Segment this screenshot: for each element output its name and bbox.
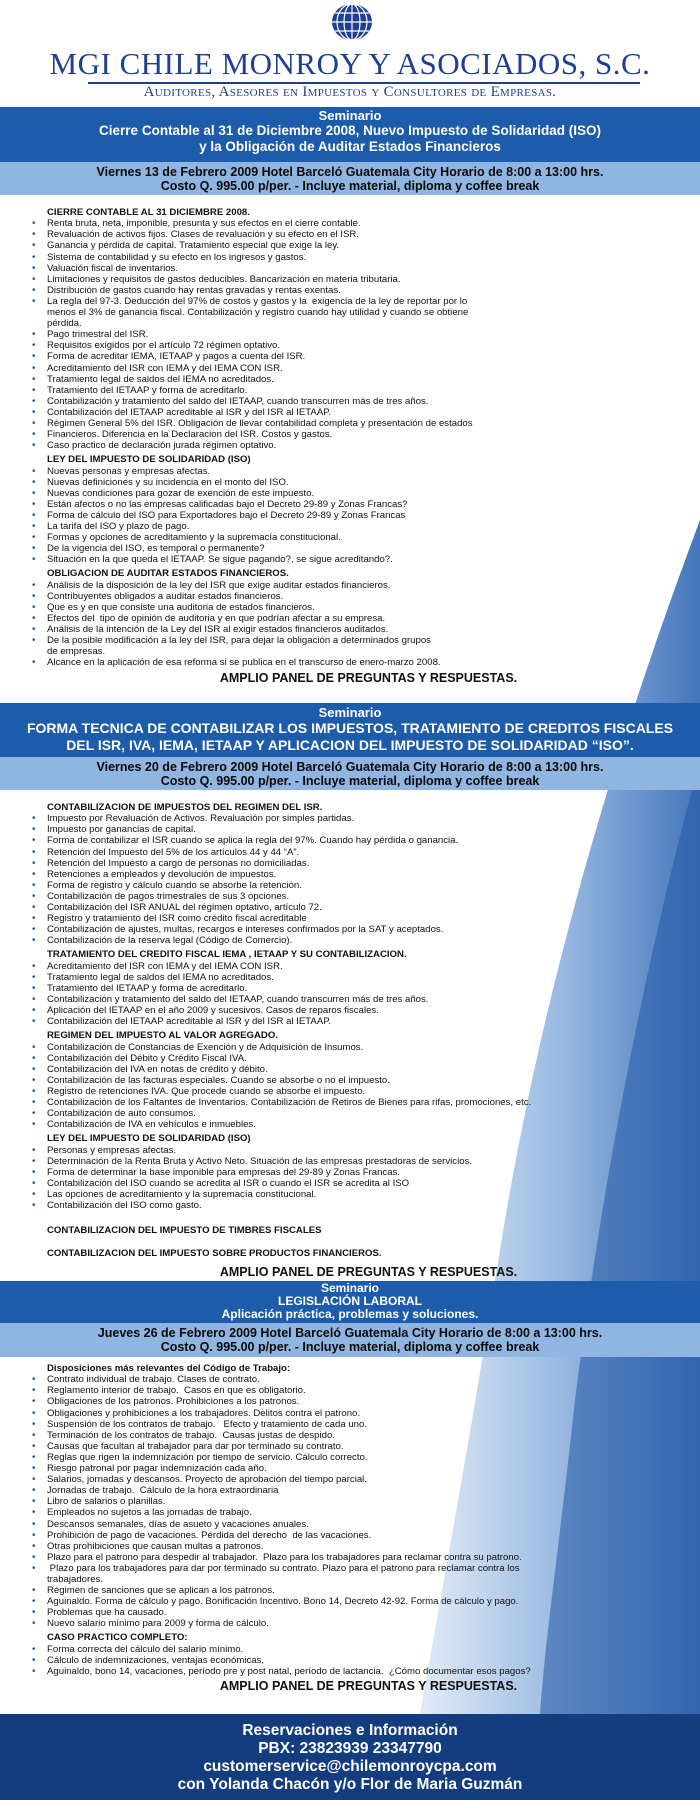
firm-tagline: Auditores, Asesores en Impuestos y Consultores de Empresas. xyxy=(143,84,557,100)
list-item: • Terminación de los contratos de trabajo. Causas justas de despido. xyxy=(47,1430,690,1441)
seminar2-panel-note: AMPLIO PANEL DE PREGUNTAS Y RESPUESTAS. xyxy=(219,1264,518,1279)
list-item: • Contabilización de IVA en vehículos e inmuebles. xyxy=(47,1119,690,1130)
list-item: • Distribución de gastos cuando hay rentas gravadas y rentas exentas. xyxy=(47,285,690,296)
list-item: • Impuesto por ganancias de capital. xyxy=(47,824,690,835)
seminar1-title-band xyxy=(0,107,700,162)
list-item: • Forma de contabilizar el ISR cuando se aplica la regla del 97%. Cuando hay pérdida o ganancia. xyxy=(47,835,690,846)
list-item: • Impuesto por Revaluación de Activos. Revaluación por simples partidas. xyxy=(47,813,690,824)
letterhead xyxy=(0,0,700,107)
list-item: • Aguinaldo, bono 14, vacaciones, período pre y post natal, período de lactancia. ¿Cómo documentar esos pagos? xyxy=(47,1666,690,1677)
list-item: • Requisitos exigidos por el artículo 72 régimen optativo. xyxy=(47,340,690,351)
list-item: • Contabilización del Débito y Crédito Fiscal IVA. xyxy=(47,1053,690,1064)
seminar3-schedule-band xyxy=(0,1323,700,1357)
section-heading: CASO PRACTICO COMPLETO: xyxy=(47,1632,188,1644)
contact-footer xyxy=(0,1714,700,1800)
section-heading: Disposiciones más relevantes del Código de Trabajo: xyxy=(47,1363,291,1374)
seminar1-cost: Costo Q. 995.00 p/per. - Incluye material, diploma y coffee break xyxy=(160,179,540,193)
section-heading: CIERRE CONTABLE AL 31 DICIEMBRE 2008. xyxy=(47,207,250,218)
list-item: • Están afectos o no las empresas calificadas bajo el Decreto 29-89 y Zonas Francas? xyxy=(47,499,690,510)
list-item: • Tratamiento legal de saldos del IEMA no acreditados. xyxy=(47,972,690,983)
seminar3-title-line1: LEGISLACIÓN LABORAL xyxy=(278,1294,422,1308)
seminar1-title-line2: y la Obligación de Auditar Estados Financieros xyxy=(199,139,501,154)
list-item: • Descansos semanales, días de asueto y vacaciones anuales. xyxy=(47,1519,690,1530)
list-item: • Salarios, jornadas y descansos. Proyecto de aprobación del tiempo parcial. xyxy=(47,1474,690,1485)
list-item: • Valuación fiscal de inventarios. xyxy=(47,263,690,274)
bullet-list xyxy=(47,1042,690,1131)
list-item: • Contribuyentes obligados a auditar estados financieros. xyxy=(47,591,690,602)
seminar3-title-band xyxy=(0,1281,700,1323)
list-item: • Contabilización de pagos trimestrales de sus 3 opciones. xyxy=(47,891,690,902)
list-item: • Contabilización del IETAAP acreditable al ISR y del ISR al IETAAP. xyxy=(47,407,690,418)
list-item: • Registro y tratamiento del ISR como crédito fiscal acreditable xyxy=(47,913,690,924)
list-item: • Régimen General 5% del ISR. Obligación de llevar contabilidad completa y presentación de estados xyxy=(47,418,690,429)
list-item: • Limitaciones y requisitos de gastos deducibles. Bancarización en materia tributaria. xyxy=(47,274,690,285)
list-item: • Revaluación de activos fijos. Clases de revaluación y su efecto en el ISR. xyxy=(47,229,690,240)
seminar2-timbres-heading: CONTABILIZACION DEL IMPUESTO DE TIMBRES FISCALES xyxy=(47,1225,322,1237)
list-item: • Reglas que rigen la indemnización por tiempo de servicio. Cálculo correcto. xyxy=(47,1452,690,1463)
footer-phone: PBX: 23823939 23347790 xyxy=(258,1740,442,1757)
bullet-list xyxy=(47,466,690,566)
list-item: • Nuevas personas y empresas afectas. xyxy=(47,466,690,477)
section-heading: LEY DEL IMPUESTO DE SOLIDARIDAD (ISO) xyxy=(47,1133,251,1145)
section-heading: REGIMEN DEL IMPUESTO AL VALOR AGREGADO. xyxy=(47,1030,278,1042)
list-item: • Que es y en que consiste una auditoria de estados financieros. xyxy=(47,602,690,613)
list-item: • Retenciones a empleados y devolución de impuestos. xyxy=(47,869,690,880)
seminar2-title-line1: FORMA TECNICA DE CONTABILIZAR LOS IMPUESTOS, TRATAMIENTO DE CREDITOS FISCALES xyxy=(26,720,674,736)
seminar3-cost: Costo Q. 995.00 p/per. - Incluye material, diploma y coffee break xyxy=(160,1340,540,1354)
list-item: • Personas y empresas afectas. xyxy=(47,1145,690,1156)
list-item: • Suspensión de los contratos de trabajo. Efecto y tratamiento de cada uno. xyxy=(47,1419,690,1430)
list-item: • Jornadas de trabajo. Cálculo de la hora extraordinaria xyxy=(47,1485,690,1496)
list-item: • Tratamiento del IETAAP y forma de acreditarlo. xyxy=(47,385,690,396)
list-item: • Nuevas condiciones para gozar de exención de este impuesto. xyxy=(47,488,690,499)
list-item: • Reglamento interior de trabajo. Casos en que es obligatorio. xyxy=(47,1385,690,1396)
footer-reservations: Reservaciones e Información xyxy=(242,1722,458,1739)
list-item: • Contabilización y tratamiento del saldo del IETAAP, cuando transcurren más de tres años. xyxy=(47,994,690,1005)
list-item: • Acreditamiento del ISR con IEMA y del IEMA CON ISR. xyxy=(47,961,690,972)
list-item: • La regla del 97-3. Deducción del 97% de costos y gastos y la exigencia de la ley de reportar por lo menos el 3% de ganancia fiscal. Contabilización y registro cuando hay utilidad y cuando se obtiene pérdida. xyxy=(47,296,690,329)
list-item: • Sistema de contabilidad y su efecto en los ingresos y gastos. xyxy=(47,252,690,263)
bullet-list xyxy=(47,813,690,946)
list-item: • Alcance en la aplicación de esa reforma si se publica en el transcurso de enero-marzo 2008. xyxy=(47,657,690,668)
list-item: • Causas que facultan al trabajador para dar por terminado su contrato. xyxy=(47,1441,690,1452)
list-item: • Libro de salarios o planillas. xyxy=(47,1496,690,1507)
seminar2-date: Viernes 20 de Febrero 2009 Hotel Barceló Guatemala City Horario de 8:00 a 13:00 hrs. xyxy=(96,760,604,774)
list-item: • Plazo para el patrono para despedir al trabajador. Plazo para los trabajadores para reclamar contra su patrono. xyxy=(47,1552,690,1563)
seminar2-schedule-band xyxy=(0,757,700,790)
seminar1-title-line1: Cierre Contable al 31 de Diciembre 2008, Nuevo Impuesto de Solidaridad (ISO) xyxy=(99,123,601,138)
seminar2-label: Seminario xyxy=(318,705,382,720)
globe-logo-icon xyxy=(330,2,374,42)
list-item: • Contabilización de auto consumos. xyxy=(47,1108,690,1119)
list-item: • Contabilización y tratamiento del saldo del IETAAP, cuando transcurren más de tres años. xyxy=(47,396,690,407)
seminar1-label: Seminario xyxy=(318,108,382,123)
seminar2-productos-heading: CONTABILIZACION DEL IMPUESTO SOBRE PRODUCTOS FINANCIEROS. xyxy=(47,1248,382,1260)
list-item: • Forma de acreditar IEMA, IETAAP y pagos a cuenta del ISR. xyxy=(47,351,690,362)
list-item: • Forma correcta del cálculo del salario mínimo. xyxy=(47,1644,690,1655)
list-item: • Otras prohibiciones que causan multas a patronos. xyxy=(47,1541,690,1552)
list-item: • Obligaciones de los patronos. Prohibiciones a los patronos. xyxy=(47,1396,690,1407)
list-item: • Riesgo patronal por pagar indemnización cada año. xyxy=(47,1463,690,1474)
seminar1-date: Viernes 13 de Febrero 2009 Hotel Barceló Guatemala City Horario de 8:00 a 13:00 hrs. xyxy=(96,165,604,179)
seminar1-schedule-band xyxy=(0,162,700,195)
list-item: • Aplicación del IETAAP en el año 2009 y sucesivos. Casos de reparos fiscales. xyxy=(47,1005,690,1016)
list-item: • Contabilización de ajustes, multas, recargos e intereses confirmados por la SAT y aceptados. xyxy=(47,924,690,935)
list-item: • Contabilización del ISO como gasto. xyxy=(47,1200,690,1211)
list-item: • Tratamiento del IETAAP y forma de acreditarlo. xyxy=(47,983,690,994)
bullet-list xyxy=(47,1145,690,1212)
list-item: • Aguinaldo. Forma de cálculo y pago. Bonificación Incentivo. Bono 14, Decreto 42-92. Forma de cálculo y pago. xyxy=(47,1596,690,1607)
footer-contacts: con Yolanda Chacón y/o Flor de Maria Guzmán xyxy=(177,1776,523,1793)
bullet-list xyxy=(47,218,690,451)
seminar2-title-line2: DEL ISR, IVA, IEMA, IETAAP Y APLICACION DEL IMPUESTO DE SOLIDARIDAD “ISO”. xyxy=(66,737,634,753)
list-item: • Registro de retenciones IVA. Que procede cuando se absorbe el impuesto. xyxy=(47,1086,690,1097)
footer-email[interactable]: customerservice@chilemonroycpa.com xyxy=(203,1758,497,1775)
list-item: • Contabilización de los Faltantes de Inventarios. Contabilización de Retiros de Bienes para rifas, promociones, etc. xyxy=(47,1097,690,1108)
list-item: • Empleados no sujetos a las jornadas de trabajo. xyxy=(47,1507,690,1518)
list-item: • Nuevas definiciones y su incidencia en el monto del ISO. xyxy=(47,477,690,488)
list-item: • Régimen de sanciones que se aplican a los patronos. xyxy=(47,1585,690,1596)
section-heading: TRATAMIENTO DEL CREDITO FISCAL IEMA , IETAAP Y SU CONTABILIZACION. xyxy=(47,949,407,961)
list-item: • Renta bruta, neta, imponible, presunta y sus efectos en el cierre contable. xyxy=(47,218,690,229)
section-heading: OBLIGACION DE AUDITAR ESTADOS FINANCIEROS. xyxy=(47,568,289,580)
list-item: • La tarifa del ISO y plazo de pago. xyxy=(47,521,690,532)
list-item: • Las opciones de acreditamiento y la supremacía constitucional. xyxy=(47,1189,690,1200)
list-item: • Forma de determinar la base imponible para empresas del 29-89 y Zonas Francas. xyxy=(47,1167,690,1178)
list-item: • Retención del Impuesto a cargo de personas no domiciliadas. xyxy=(47,858,690,869)
list-item: • Formas y opciones de acreditamiento y la supremacía constitucional. xyxy=(47,532,690,543)
list-item: • Nuevo salario mínimo para 2009 y forma de cálculo. xyxy=(47,1618,690,1629)
list-item: • Acreditamiento del ISR con IEMA y del IEMA CON ISR. xyxy=(47,363,690,374)
section-heading: CONTABILIZACION DE IMPUESTOS DEL REGIMEN DEL ISR. xyxy=(47,802,323,813)
list-item: • Obligaciones y prohibiciones a los trabajadores. Delitos contra el patrono. xyxy=(47,1408,690,1419)
seminar1-sections xyxy=(47,207,690,668)
list-item: • Cálculo de indemnizaciones, ventajas económicas, xyxy=(47,1655,690,1666)
list-item: • Efectos del tipo de opinión de auditoria y en que podrían afectar a su empresa. xyxy=(47,613,690,624)
list-item: • Contrato individual de trabajo. Clases de contrato. xyxy=(47,1374,690,1385)
list-item: • Retención del Impuesto del 5% de los artículos 44 y 44 “A”. xyxy=(47,847,690,858)
list-item: • Contabilización del ISO cuando se acredita al ISR o cuando el ISR se acredita al ISO xyxy=(47,1178,690,1189)
list-item: • De la posible modificación a la ley del ISR, para dejar la obligación a determinados grupos de empresas. xyxy=(47,635,690,657)
seminar3-panel-note: AMPLIO PANEL DE PREGUNTAS Y RESPUESTAS. xyxy=(219,1679,518,1694)
list-item: • Determinación de la Renta Bruta y Activo Neto. Situación de las empresas prestadoras de servicios. xyxy=(47,1156,690,1167)
seminar2-title-band xyxy=(0,703,700,757)
list-item: • Caso practico de declaración jurada régimen optativo. xyxy=(47,440,690,451)
seminar1-panel-note: AMPLIO PANEL DE PREGUNTAS Y RESPUESTAS. xyxy=(219,671,518,686)
bullet-list xyxy=(47,961,690,1028)
list-item: • Plazo para los trabajadores para dar por terminado su contrato. Plazo para el patrono para reclamar contra los trabajadores. xyxy=(47,1563,690,1585)
list-item: • Contabilización del IVA en notas de crédito y débito. xyxy=(47,1064,690,1075)
list-item: • Situación en la que queda el IETAAP. Se sigue pagando?, se sigue acreditando?. xyxy=(47,554,690,565)
seminar3-sections xyxy=(47,1363,690,1677)
seminar3-title-line2: Aplicación práctica, problemas y soluciones. xyxy=(221,1307,479,1321)
bullet-list xyxy=(47,1644,690,1677)
bullet-list xyxy=(47,1374,690,1629)
list-item: • Prohibición de pago de vacaciones. Pérdida del derecho de las vacaciones. xyxy=(47,1530,690,1541)
list-item: • Contabilización de la reserva legal (Código de Comercio). xyxy=(47,935,690,946)
list-item: • Contabilización del ISR ANUAL del régimen optativo, artículo 72. xyxy=(47,902,690,913)
seminar2-sections xyxy=(47,802,690,1211)
seminar2-content xyxy=(0,790,700,1281)
list-item: • Tratamiento legal de saldos del IEMA no acreditados. xyxy=(47,374,690,385)
list-item: • Contabilización de las facturas especiales. Cuando se absorbe o no el impuesto. xyxy=(47,1075,690,1086)
seminar2-cost: Costo Q. 995.00 p/per. - Incluye material, diploma y coffee break xyxy=(160,774,540,788)
seminar3-label: Seminario xyxy=(320,1281,380,1295)
list-item: • Ganancia y pérdida de capital. Tratamiento especial que exige la ley. xyxy=(47,240,690,251)
list-item: • Contabilización de Constancias de Exención y de Adquisición de Insumos. xyxy=(47,1042,690,1053)
section-heading: LEY DEL IMPUESTO DE SOLIDARIDAD (ISO) xyxy=(47,454,251,466)
list-item: • Forma de cálculo del ISO para Exportadores bajo el Decreto 29-89 y Zonas Francas xyxy=(47,510,690,521)
seminar3-date: Jueves 26 de Febrero 2009 Hotel Barceló Guatemala City Horario de 8:00 a 13:00 hrs. xyxy=(97,1326,603,1340)
list-item: • Contabilización del IETAAP acreditable al ISR y del ISR al IETAAP. xyxy=(47,1016,690,1027)
list-item: • Análisis de la disposición de la ley del ISR que exige auditar estados financieros. xyxy=(47,580,690,591)
list-item: • Forma de registro y cálculo cuando se absorbe la retención. xyxy=(47,880,690,891)
list-item: • Problemas que ha causado. xyxy=(47,1607,690,1618)
list-item: • Análisis de la intención de la Ley del ISR al exigir estados financieros auditados. xyxy=(47,624,690,635)
list-item: • De la vigencia del ISO, es temporal o permanente? xyxy=(47,543,690,554)
seminar3-content xyxy=(0,1357,700,1694)
seminar1-content xyxy=(0,195,700,703)
bullet-list xyxy=(47,580,690,669)
list-item: • Pago trimestral del ISR. xyxy=(47,329,690,340)
list-item: • Financieros. Diferencia en la Declaracion del ISR. Costos y gastos. xyxy=(47,429,690,440)
firm-name: MGI CHILE MONROY Y ASOCIADOS, S.C. xyxy=(49,46,651,81)
